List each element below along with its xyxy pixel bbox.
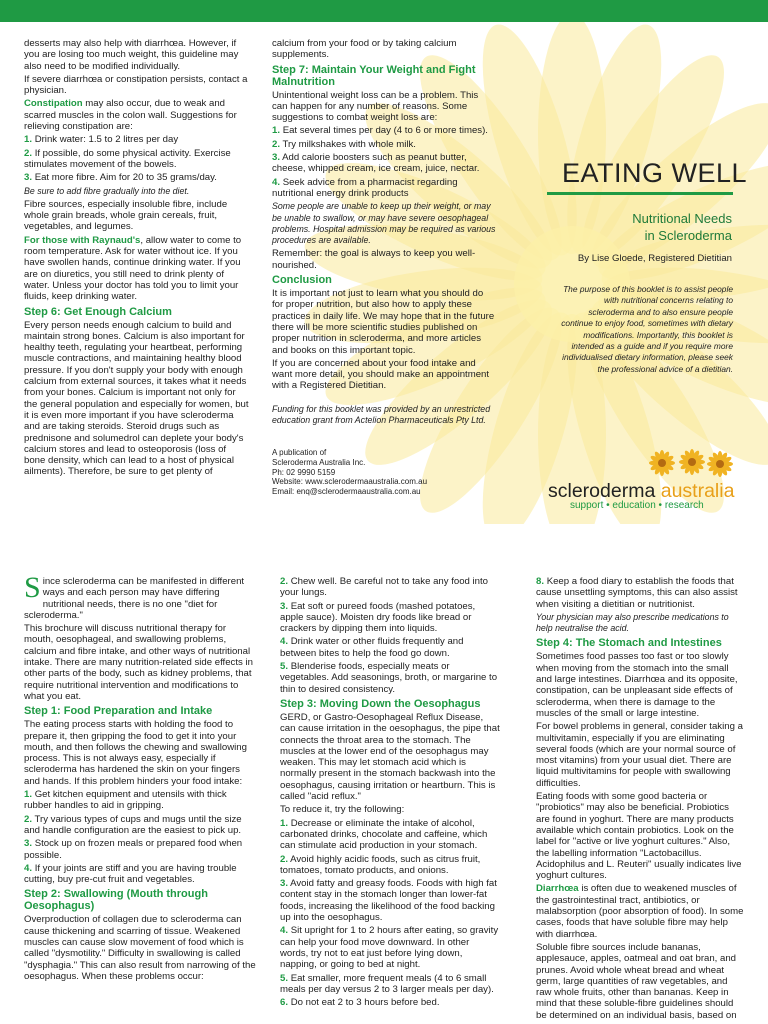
- body-paragraph: Unintentional weight loss can be a problem. This can happen for any number of reasons. Some suggestions to combat weight loss are:: [272, 89, 479, 124]
- numbered-item: [272, 177, 496, 200]
- subtitle-line-2: in Scleroderma: [644, 228, 732, 243]
- numbered-item: [24, 838, 256, 861]
- item-number: 2.: [24, 813, 33, 825]
- item-text: Keep a food diary to establish the foods that cause unsettling symptoms, this can also assist when visiting a dietitian or nutritionist.: [536, 576, 738, 610]
- numbered-item: [280, 818, 500, 852]
- numbered-item: [280, 997, 500, 1008]
- publisher-line: Website: www.sclerodermaaustralia.com.au: [272, 477, 428, 487]
- body-paragraph: desserts may also help with diarrhœa. However, if you are losing too much weight, this guideline may also need to be modified individually.: [24, 38, 239, 72]
- section-heading: Step 1: Food Preparation and Intake: [24, 705, 213, 718]
- lead-paragraph: [536, 883, 744, 939]
- item-number: 2.: [24, 147, 33, 159]
- flower-logo-icon: [648, 448, 738, 478]
- drop-cap: S: [24, 571, 41, 604]
- booklet-title: EATING WELL: [562, 158, 748, 188]
- intro-text: ince scleroderma can be manifested in different ways and each person may have differing nutritional needs, there is no one "diet for scleroderma.": [24, 576, 245, 621]
- lead-term: For those with Raynaud's: [24, 234, 141, 246]
- item-number: 1.: [280, 817, 289, 829]
- page-divider: [0, 524, 768, 564]
- item-text: Add calorie boosters such as peanut butter, cheese, whipped cream, ice cream, juice, nectar.: [272, 152, 480, 175]
- lead-paragraph: [24, 235, 250, 303]
- lead-text: , allow water to come to room temperature. Ask for water without ice. If you have swollen hands, continue drinking water. If you are on diuretics, you still need to drink plenty of water. Unless your doctor has told you to limit your fluids, keep drinking water.: [24, 234, 242, 303]
- item-number: 4.: [24, 862, 33, 874]
- author-byline: By Lise Gloede, Registered Dietitian: [577, 253, 732, 264]
- numbered-item: [280, 636, 500, 659]
- item-text: Stock up on frozen meals or prepared food when possible.: [24, 838, 243, 861]
- publisher-line: Scleroderma Australia Inc.: [272, 457, 366, 467]
- intro-paragraph: [24, 571, 256, 621]
- item-number: 2.: [280, 576, 289, 587]
- bottom-column-1: [24, 571, 256, 984]
- item-text: Do not eat 2 to 3 hours before bed.: [290, 997, 440, 1009]
- item-text: Try milkshakes with whole milk.: [282, 138, 416, 150]
- item-text: Decrease or eliminate the intake of alcohol, carbonated drinks, chocolate and caffeine, which can stimulate acid production in your stomach.: [280, 817, 488, 852]
- item-text: Blenderise foods, especially meats or vegetables. Add seasonings, broth, or margarine to thin to desired consistency.: [280, 661, 498, 695]
- body-paragraph: If you are concerned about your food intake and want more detail, you should make an appointment with a Registered Dietitian.: [272, 357, 490, 392]
- top-column-2: [272, 38, 496, 496]
- publisher-line: Email: enq@sclerodermaaustralia.com.au: [272, 486, 421, 496]
- item-number: 5.: [280, 972, 289, 984]
- spacer: [272, 438, 496, 448]
- logo-tagline: support • education • research: [570, 500, 704, 511]
- item-text: If your joints are stiff and you are having trouble cutting, buy pre-cut fruit and vegetables.: [24, 862, 237, 886]
- body-paragraph: GERD, or Gastro-Oesophageal Reflux Disease, can cause irritation in the oesophagus, the pipe that connects the throat area to the stomach. The muscles at the lower end of the oesophagus may weaken. This may let stomach acid which is normally present in the stomach backwash into the oesophagus, causing irritation or heartburn. This is called "acid reflux.": [280, 711, 500, 803]
- top-column-1: [24, 38, 250, 480]
- body-paragraph: Soluble fibre sources include bananas, applesauce, apples, oatmeal and oat bran, and prunes. Avoid whole wheat bread and wheat germ, large quantities of raw vegetables, and raw whole fruits, other than bananas. Keep in mind that these soluble-fibre guidelines should be determined on an individual basis, based on: [536, 941, 737, 1021]
- item-text: Drink water or other fluids frequently and between bites to help the food go down.: [280, 636, 464, 659]
- numbered-item: [272, 152, 496, 175]
- italic-note: Be sure to add fibre gradually into the diet.: [24, 185, 190, 196]
- body-paragraph: This brochure will discuss nutritional therapy for mouth, oesophageal, and swallowing problems, calcium and fibre intake, and other ways of nutritional intake. There are many nutrition-related side effects in other parts of the body, such as kidney problems, that require nutritional intervention and modifications to what you eat.: [24, 623, 253, 702]
- numbered-item: [272, 125, 496, 136]
- numbered-item: [24, 148, 250, 171]
- spacer: [272, 428, 496, 438]
- item-number: 4.: [280, 636, 289, 648]
- numbered-item: [280, 878, 500, 923]
- item-text: Eat several times per day (4 to 6 or more times).: [282, 125, 488, 137]
- spacer: [272, 394, 496, 404]
- body-paragraph: If severe diarrhœa or constipation persists, contact a physician.: [24, 73, 248, 97]
- body-paragraph: calcium from your food or by taking calcium supplements.: [272, 38, 457, 61]
- numbered-item: [272, 139, 496, 150]
- body-paragraph: It is important not just to learn what you should do for proper nutrition, but also how to apply these practices in daily life. We may hope that in the future there will be more scientific studies published on proper nutrition in scleroderma, and more articles and books on this important topic.: [272, 288, 495, 356]
- body-paragraph: For bowel problems in general, consider taking a multivitamin, especially if you are eliminating several foods (which are your normal source of most vitamins) from your usual diet. There are liquid multivitamins for people with swallowing difficulties.: [536, 721, 743, 789]
- numbered-item: [280, 661, 500, 695]
- item-number: 1.: [272, 125, 281, 137]
- lead-term: Diarrhœa: [536, 883, 579, 895]
- section-heading: Conclusion: [272, 274, 332, 287]
- lead-text: may also occur, due to weak and scarred muscles in the colon wall. Suggestions for relieving constipation are:: [24, 98, 237, 133]
- booklet-subtitle: [590, 210, 732, 244]
- section-heading: Step 2: Swallowing (Mouth through Oesophagus): [24, 888, 208, 913]
- item-text: Seek advice from a pharmacist regarding nutritional energy drink products: [272, 176, 458, 199]
- body-paragraph: Eating foods with some good bacteria or "probiotics" may also be beneficial. Probiotics are found in yoghurt. There are many products available which contain probiotics. Look on the label for "active or live yoghurt cultures." Also, the labelling information "Lactobacillus. Acidophilus and L. Reuteri" usually indicates live yoghurt cultures.: [536, 791, 742, 882]
- title-rule: [547, 192, 733, 195]
- item-number: 2.: [272, 138, 281, 150]
- item-number: 1.: [24, 789, 33, 801]
- publisher-line: Ph: 02 9990 5159: [272, 467, 336, 477]
- numbered-item: [280, 854, 500, 877]
- italic-note: Your physician may also prescribe medications to help neutralise the acid.: [536, 611, 729, 634]
- italic-note: Funding for this booklet was provided by an unrestricted education grant from Actelion Pharmaceuticals Pty Ltd.: [272, 403, 491, 426]
- item-text: Sit upright for 1 to 2 hours after eating, so gravity can help your food move downward. In other words, try not to eat just before lying down, napping, or going to bed at night.: [280, 925, 499, 971]
- numbered-item: [24, 134, 250, 145]
- item-text: Eat more fibre. Aim for 20 to 35 grams/day.: [34, 172, 217, 184]
- item-text: Get kitchen equipment and utensils with thick rubber handles to aid in gripping.: [24, 789, 227, 812]
- section-heading: Step 4: The Stomach and Intestines: [536, 637, 722, 650]
- bottom-column-3: [536, 576, 744, 1023]
- numbered-item: [24, 863, 256, 886]
- item-number: 5.: [280, 661, 289, 673]
- item-text: Try various types of cups and mugs until the size and handle configuration are the easiest to pick up.: [24, 813, 242, 836]
- numbered-item: [280, 576, 500, 599]
- logo-text-accent: australia: [660, 480, 735, 502]
- bottom-column-2: [280, 576, 500, 1010]
- numbered-item: [24, 789, 256, 812]
- body-paragraph: Overproduction of collagen due to scleroderma can cause thickening and scarring of tissue. Weakened muscles can cause slow movement of food which is called "dysmotility." Difficulty in swallowing is called "dysphagia." This can also result from narrowing of the oesophagus. When these problems occur:: [24, 914, 256, 982]
- item-number: 4.: [280, 925, 289, 937]
- lead-term: Constipation: [24, 98, 83, 110]
- numbered-item: [280, 601, 500, 635]
- section-heading: Step 6: Get Enough Calcium: [24, 305, 172, 318]
- item-number: 4.: [272, 176, 281, 188]
- body-paragraph: Fibre sources, especially insoluble fibre, include whole grain breads, whole grain cereals, fruit, vegetables, and legumes.: [24, 198, 228, 233]
- item-text: Avoid highly acidic foods, such as citrus fruit, tomatoes, tomato products, and onions.: [280, 853, 481, 876]
- item-number: 8.: [536, 576, 545, 587]
- item-text: Chew well. Be careful not to take any food into your lungs.: [280, 576, 489, 599]
- item-number: 3.: [272, 152, 281, 164]
- item-text: Eat smaller, more frequent meals (4 to 6 small meals per day versus 2 to 3 larger meals per day).: [280, 972, 494, 995]
- numbered-item: [24, 172, 250, 183]
- lead-text: is often due to weakened muscles of the gastrointestinal tract, antibiotics, or malabsorption (poor absorption of food). In some cases, foods that have soluble fibre may help with diarrhœa.: [536, 883, 744, 940]
- item-number: 3.: [24, 838, 33, 850]
- top-green-bar: [0, 0, 768, 22]
- logo-text-main: scleroderma: [548, 480, 656, 502]
- body-paragraph: Remember: the goal is always to keep you well-nourished.: [272, 248, 476, 271]
- numbered-item: [24, 814, 256, 837]
- item-text: If possible, do some physical activity. Exercise stimulates movement of the bowels.: [24, 147, 231, 170]
- body-paragraph: The eating process starts with holding the food to prepare it, then gripping the food to get it into your mouth, and then follows the chewing and swallowing process. This is not always easy, especially if scleroderma has hardened the skin on your fingers and hands. If this problem hinders your food intake:: [24, 719, 247, 787]
- item-text: Drink water: 1.5 to 2 litres per day: [34, 134, 179, 146]
- item-text: Avoid fatty and greasy foods. Foods with high fat content stay in the stomach longer than lower-fat foods, increasing the likelihood of the food backing up into the oesophagus.: [280, 878, 497, 924]
- section-heading: Step 3: Moving Down the Oesophagus: [280, 697, 481, 710]
- body-paragraph: Every person needs enough calcium to build and maintain strong bones. Calcium is also important for healthy teeth, regulating your heartbeat, performing muscle contractions, and maintaining healthy blood pressure. If you don't supply your body with enough calcium from external sources, it takes what it needs from your bones. Calcium is important not only for the general population and especially for women, but it is even more important if you have scleroderma and are taking steroids. Steroid drugs such as prednisone and solumedrol can deplete your body's calcium stores and lead to osteoporosis (loss of bone density, which can lead to a host of physical ailments). Therefore, be sure to get plenty of: [24, 319, 249, 478]
- body-paragraph: To reduce it, try the following:: [280, 804, 405, 816]
- lead-paragraph: [24, 98, 250, 132]
- numbered-item: [280, 973, 500, 996]
- italic-note: Some people are unable to keep up their weight, or may be unable to swallow, or may have severe oesophageal problems. Hospital admission may be required as various procedures are available.: [272, 201, 496, 246]
- item-text: Eat soft or pureed foods (mashed potatoes, apple sauce). Moisten dry foods like bread or crackers by dipping them into liquids.: [280, 600, 476, 635]
- body-paragraph: Sometimes food passes too fast or too slowly when moving from the stomach into the small and large intestines. Diarrhœa and its opposite, constipation, can be unpleasant side effects of scleroderma, when there is damage to the muscles of the small or large intestine.: [536, 651, 738, 719]
- numbered-item: [536, 576, 744, 610]
- item-number: 2.: [280, 853, 289, 865]
- numbered-item: [280, 925, 500, 970]
- item-number: 3.: [280, 878, 289, 890]
- item-number: 3.: [24, 172, 33, 184]
- item-number: 1.: [24, 134, 33, 146]
- purpose-statement: The purpose of this booklet is to assist people with nutritional concerns relating to scleroderma and to also ensure people continue to enjoy food, sometimes with dietary modifications. Importantly, this booklet is intended as a guide and if you require more individualised dietary information, please seek the professional advice of a dietitian.: [561, 284, 733, 374]
- subtitle-line-1: Nutritional Needs: [632, 211, 732, 226]
- item-number: 6.: [280, 997, 289, 1009]
- publisher-line: A publication of: [272, 448, 327, 458]
- item-number: 3.: [280, 600, 289, 612]
- section-heading: Step 7: Maintain Your Weight and Fight Malnutrition: [272, 63, 476, 88]
